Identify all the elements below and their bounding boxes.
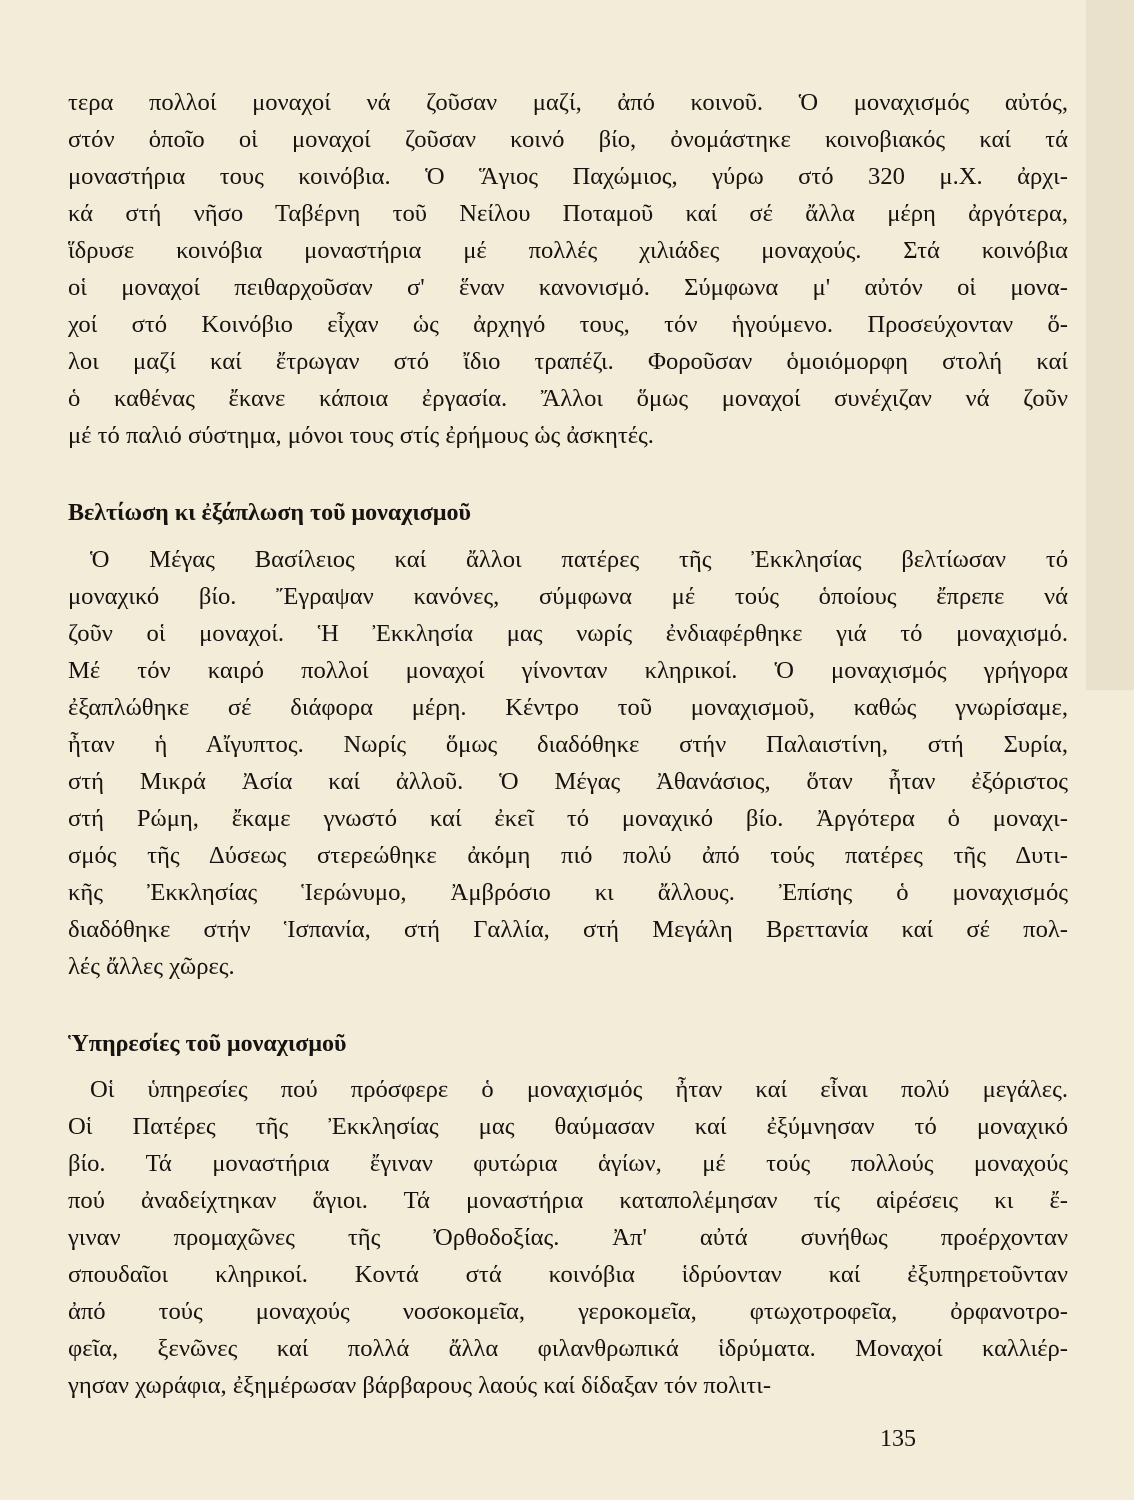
text-line: πού ἀναδείχτηκαν ἅγιοι. Τά μοναστήρια καταπολέμησαν τίς αἱρέσεις κι ἔ- [68,1187,1068,1214]
text-line: μοναστήρια τους κοινόβια. Ὁ Ἅγιος Παχώμιος, γύρω στό 320 μ.Χ. ἀρχι- [68,163,1068,190]
paragraph-2 [68,541,1068,985]
text-line: Οἱ ὑπηρεσίες πού πρόσφερε ὁ μοναχισμός ἦταν καί εἶναι πολύ μεγάλες. [90,1076,1068,1103]
section-heading-improvement: Βελτίωση κι ἐξάπλωση τοῦ μοναχισμοῦ [68,500,471,526]
page-number: 135 [880,1426,916,1452]
text-line: Ὁ Μέγας Βασίλειος καί ἄλλοι πατέρες τῆς Ἐκκλησίας βελτίωσαν τό [90,546,1068,573]
page-edge-shadow [1086,0,1134,690]
text-line: ὁ καθένας ἔκανε κάποια ἐργασία. Ἄλλοι ὅμως μοναχοί συνέχιζαν νά ζοῦν [68,385,1068,412]
text-line: χοί στό Κοινόβιο εἶχαν ὡς ἀρχηγό τους, τόν ἡγούμενο. Προσεύχονταν ὅ- [68,311,1068,338]
text-line: βίο. Τά μοναστήρια ἔγιναν φυτώρια ἁγίων, μέ τούς πολλούς μοναχούς [68,1150,1068,1177]
text-line: ἐξαπλώθηκε σέ διάφορα μέρη. Κέντρο τοῦ μοναχισμοῦ, καθώς γνωρίσαμε, [68,694,1068,721]
text-line: γησαν χωράφια, ἐξημέρωσαν βάρβαρους λαούς καί δίδαξαν τόν πολιτι- [68,1372,772,1399]
paragraph-1 [68,84,1068,454]
text-line: στόν ὁποῖο οἱ μοναχοί ζοῦσαν κοινό βίο, ὀνομάστηκε κοινοβιακός καί τά [68,126,1068,153]
text-line: Οἱ Πατέρες τῆς Ἐκκλησίας μας θαύμασαν καί ἐξύμνησαν τό μοναχικό [68,1113,1068,1140]
text-line: διαδόθηκε στήν Ἱσπανία, στή Γαλλία, στή Μεγάλη Βρεττανία καί σέ πολ- [68,916,1068,943]
text-line: σμός τῆς Δύσεως στερεώθηκε ἀκόμη πιό πολύ ἀπό τούς πατέρες τῆς Δυτι- [68,842,1068,869]
text-line: τερα πολλοί μοναχοί νά ζοῦσαν μαζί, ἀπό κοινοῦ. Ὁ μοναχισμός αὐτός, [68,89,1068,116]
section-heading-services: Ὑπηρεσίες τοῦ μοναχισμοῦ [68,1031,347,1057]
text-line: στή Ρώμη, ἔκαμε γνωστό καί ἐκεῖ τό μοναχικό βίο. Ἀργότερα ὁ μοναχι- [68,805,1068,832]
paragraph-3 [68,1071,1068,1404]
text-line: λοι μαζί καί ἔτρωγαν στό ἴδιο τραπέζι. Φοροῦσαν ὁμοιόμορφη στολή καί [68,348,1068,375]
text-line: μέ τό παλιό σύστημα, μόνοι τους στίς ἐρήμους ὡς ἀσκητές. [68,422,654,449]
text-line: στή Μικρά Ἀσία καί ἀλλοῦ. Ὁ Μέγας Ἀθανάσιος, ὅταν ἦταν ἐξόριστος [68,768,1068,795]
text-line: μοναχικό βίο. Ἔγραψαν κανόνες, σύμφωνα μέ τούς ὁποίους ἔπρεπε νά [68,583,1068,610]
text-line: φεῖα, ξενῶνες καί πολλά ἄλλα φιλανθρωπικά ἱδρύματα. Μοναχοί καλλιέρ- [68,1335,1068,1362]
text-line: λές ἄλλες χῶρες. [68,953,235,980]
text-line: οἱ μοναχοί πειθαρχοῦσαν σ' ἕναν κανονισμό. Σύμφωνα μ' αὐτόν οἱ μονα- [68,274,1068,301]
text-line: κά στή νῆσο Ταβέρνη τοῦ Νείλου Ποταμοῦ καί σέ ἄλλα μέρη ἀργότερα, [68,200,1068,227]
text-line: κῆς Ἐκκλησίας Ἱερώνυμο, Ἀμβρόσιο κι ἄλλους. Ἐπίσης ὁ μοναχισμός [68,879,1068,906]
text-line: ἵδρυσε κοινόβια μοναστήρια μέ πολλές χιλιάδες μοναχούς. Στά κοινόβια [68,237,1068,264]
text-line: ζοῦν οἱ μοναχοί. Ἡ Ἐκκλησία μας νωρίς ἐνδιαφέρθηκε γιά τό μοναχισμό. [68,620,1068,647]
text-line: ἦταν ἡ Αἴγυπτος. Νωρίς ὅμως διαδόθηκε στήν Παλαιστίνη, στή Συρία, [68,731,1068,758]
text-line: σπουδαῖοι κληρικοί. Κοντά στά κοινόβια ἱδρύονταν καί ἐξυπηρετοῦνταν [68,1261,1068,1288]
text-line: γιναν προμαχῶνες τῆς Ὀρθοδοξίας. Ἀπ' αὐτά συνήθως προέρχονταν [68,1224,1068,1251]
text-line: Μέ τόν καιρό πολλοί μοναχοί γίνονταν κληρικοί. Ὁ μοναχισμός γρήγορα [68,657,1068,684]
text-line: ἀπό τούς μοναχούς νοσοκομεῖα, γεροκομεῖα, φτωχοτροφεῖα, ὀρφανοτρο- [68,1298,1068,1325]
